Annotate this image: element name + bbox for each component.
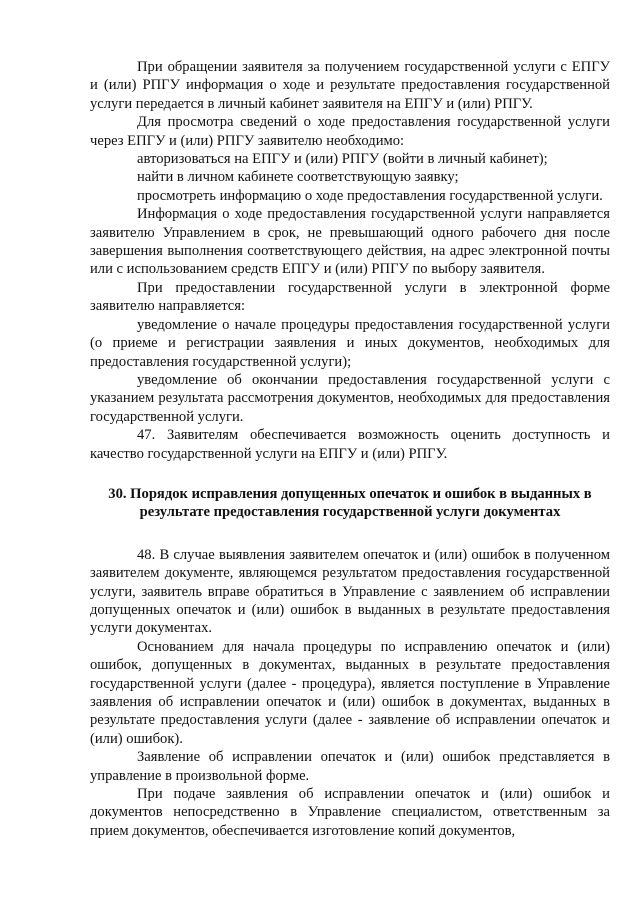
- section-heading: 30. Порядок исправления допущенных опечаток и ошибок в выданных в результате предоставления государственной услуги документах: [108, 485, 592, 521]
- list-item: просмотреть информацию о ходе предоставления государственной услуги.: [137, 187, 603, 204]
- paragraph: Заявление об исправлении опечаток и (или) ошибок представляется в управление в произвольной форме.: [90, 749, 610, 784]
- list-item: авторизоваться на ЕПГУ и (или) РПГУ (войти в личный кабинет);: [137, 151, 548, 168]
- paragraph: При подаче заявления об исправлении опечаток и (или) ошибок и документов непосредственно в Управление специалистом, ответственным за прием документов, обеспечивается изготовление копий документов,: [90, 786, 610, 839]
- paragraph: При предоставлении государственной услуги в электронной форме заявителю направляется:: [90, 279, 610, 315]
- paragraph-47: 47. Заявителям обеспечивается возможность оценить доступность и качество государственной услуги на ЕПГУ и (или) РПГУ.: [90, 427, 610, 462]
- paragraph-48: 48. В случае выявления заявителем опечаток и (или) ошибок в полученном заявителем документе, являющемся результатом предоставления государственной услуги, заявитель вправе обратиться в Управление с заявлением об исправлении допущенных опечаток и (или) ошибок в выданных в результате предоставления услуги документах.: [90, 546, 610, 637]
- paragraph: При обращении заявителя за получением государственной услуги с ЕПГУ и (или) РПГУ информация о ходе и результате предоставления государственной услуги передается в личный кабинет заявителя на ЕПГУ и (или) РПГУ.: [90, 59, 610, 112]
- list-item: уведомление об окончании предоставления государственной услуги с указанием результата рассмотрения документов, необходимых для предоставления государственной услуги.: [90, 371, 610, 425]
- list-item: найти в личном кабинете соответствующую заявку;: [137, 169, 459, 186]
- paragraph: Информация о ходе предоставления государственной услуги направляется заявителю Управлением в срок, не превышающий одного рабочего дня после завершения выполнения соответствующего действия, на адрес электронной почты или с использованием средств ЕПГУ и (или) РПГУ по выбору заявителя.: [90, 206, 610, 278]
- paragraph: Основанием для начала процедуры по исправлению опечаток и (или) ошибок, допущенных в документах, выданных в результате предоставления государственной услуги (далее - процедура), является поступление в Управление заявления об исправлении опечаток и (или) ошибок в документах, выданных в результате предоставления услуги (далее - заявление об исправлении опечаток и (или) ошибок).: [90, 638, 610, 747]
- paragraph: Для просмотра сведений о ходе предоставления государственной услуги через ЕПГУ и (или) РПГУ заявителю необходимо:: [90, 114, 610, 149]
- list-item: уведомление о начале процедуры предоставления государственной услуги (о приеме и регистрации заявления и иных документов, необходимых для предоставления государственной услуги);: [90, 316, 610, 370]
- document-page: [90, 58, 610, 840]
